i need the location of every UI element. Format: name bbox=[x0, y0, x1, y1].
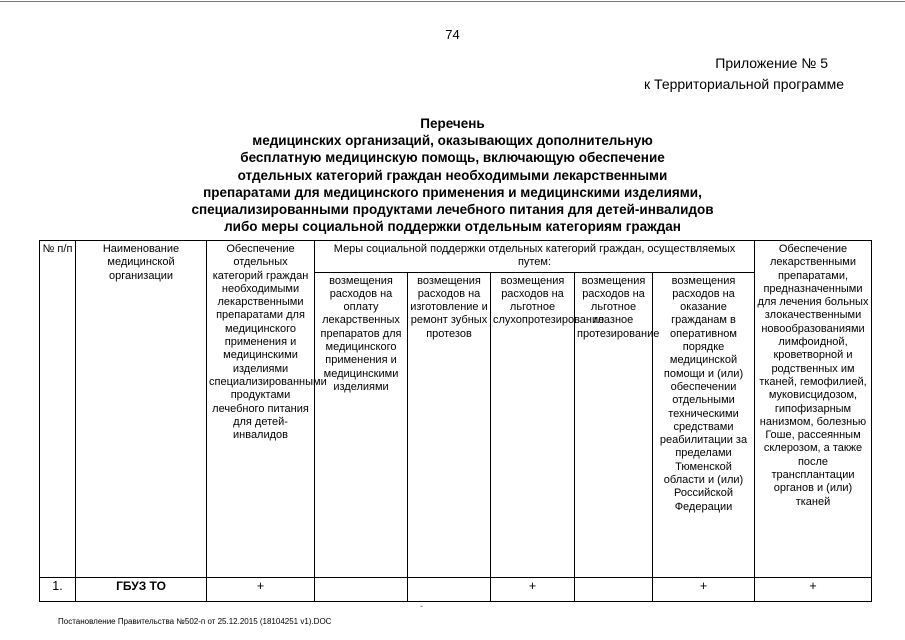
top-border-line bbox=[0, 1, 905, 2]
row-sub-eye bbox=[575, 577, 653, 601]
title-line: медицинских организаций, оказывающих дополнительную bbox=[252, 133, 653, 149]
row-sub-operational: + bbox=[653, 577, 755, 601]
row-org: ГБУЗ ТО bbox=[76, 577, 207, 601]
document-title bbox=[0, 115, 905, 235]
header-num: № п/п bbox=[40, 241, 76, 578]
subheader-medicines: возмещения расходов на оплату лекарственных препаратов для медицинского применения и медицинскими изделиями bbox=[315, 272, 408, 577]
row-supply: + bbox=[207, 577, 315, 601]
title-line: препаратами для медицинского применения и медицинскими изделиями, bbox=[203, 184, 702, 200]
subheader-eye: возмещения расходов на льготное глазное протезирование bbox=[575, 272, 653, 577]
header-last: Обеспечение лекарственными препаратами, предназначенными для лечения больных злокачественными новообразованиями лимфоидной, кроветворной и родственных им тканей, гемофилией, муковисцидозом, гипофизарным нанизмом, болезнью Гоше, рассеянным склерозом, а также после трансплантации органов и (или) тканей bbox=[755, 241, 872, 578]
organizations-table bbox=[39, 240, 872, 602]
row-last: + bbox=[755, 577, 872, 601]
row-num: 1. bbox=[40, 577, 76, 601]
row-sub-hearing: + bbox=[491, 577, 575, 601]
subheader-hearing: возмещения расходов на льготное слухопротезирование bbox=[491, 272, 575, 577]
footer-text: Постановление Правительства №502-п от 25.12.2015 (18104251 v1).DOC bbox=[58, 617, 332, 626]
title-line: бесплатную медицинскую помощь, включающую обеспечение bbox=[240, 150, 665, 166]
title-line: специализированными продуктами лечебного питания для детей-инвалидов bbox=[191, 202, 714, 218]
appendix-subtitle: к Территориальной программе bbox=[644, 76, 844, 92]
row-sub-medicines bbox=[315, 577, 408, 601]
page-number: 74 bbox=[445, 27, 460, 42]
footer-dash: - bbox=[420, 601, 423, 611]
header-measures: Меры социальной поддержки отдельных категорий граждан, осуществляемых путем: bbox=[315, 241, 755, 273]
title-line: Перечень bbox=[420, 116, 485, 131]
table-header-row bbox=[40, 241, 872, 273]
title-line: отдельных категорий граждан необходимыми лекарственными bbox=[237, 167, 668, 183]
header-supply: Обеспечение отдельных категорий граждан необходимыми лекарственными препаратами для медицинского применения и медицинскими изделиями специализированными продуктами лечебного питания для детей-инвалидов bbox=[207, 241, 315, 578]
title-line: либо меры социальной поддержки отдельным категориям граждан bbox=[224, 219, 681, 235]
subheader-operational: возмещения расходов на оказание гражданам в оперативном порядке медицинской помощи и (или) обеспечении отдельными техническими средствами реабилитации за пределами Тюменской области и (или) Российской Федерации bbox=[653, 272, 755, 577]
row-sub-dental bbox=[408, 577, 491, 601]
table-row bbox=[40, 577, 872, 601]
header-org: Наименование медицинской организации bbox=[76, 241, 207, 578]
subheader-dental: возмещения расходов на изготовление и ремонт зубных протезов bbox=[408, 272, 491, 577]
appendix-title: Приложение № 5 bbox=[715, 55, 828, 71]
